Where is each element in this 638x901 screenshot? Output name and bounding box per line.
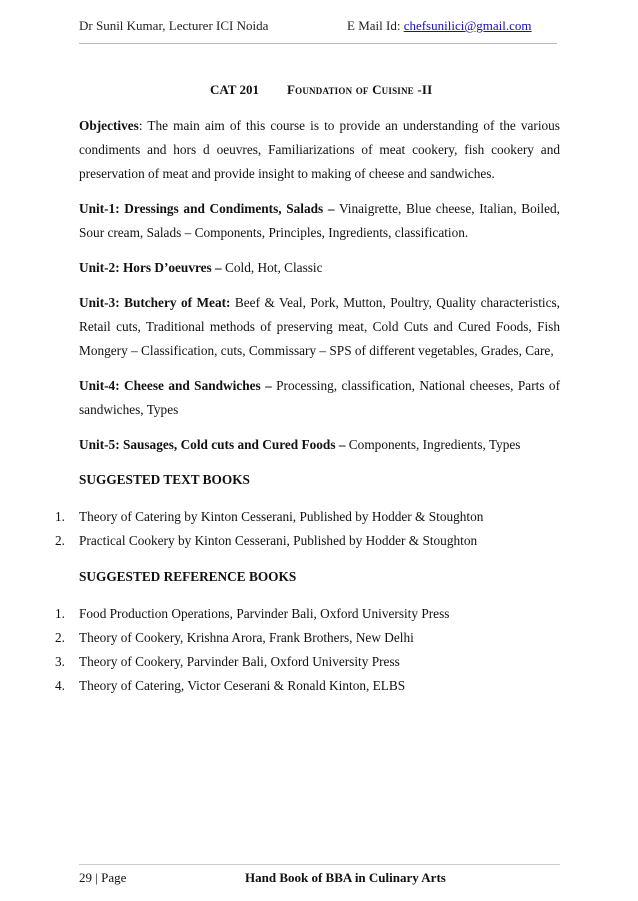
list-number: 2. (55, 533, 65, 548)
email-link[interactable]: chefsunilici@gmail.com (403, 18, 532, 33)
list-item-text: Theory of Catering, Victor Ceserani & Ronald Kinton, ELBS (79, 678, 406, 693)
unit-2-head: Unit-2: Hors D’oeuvres – (79, 260, 222, 275)
course-name: Foundation of Cuisine -II (287, 82, 433, 97)
unit-3-text: Beef & Veal, Pork, Mutton, Poultry, Quality characteristics, Retail cuts, Traditional methods of preserving meat, Cold Cuts and Cured Foods, Fish Mongery – Classification, cuts, Commissary – SPS of different vegetables, Grades, Care, (79, 295, 560, 358)
reference-books-list (55, 602, 560, 698)
list-item-text: Theory of Catering by Kinton Cesserani, Published by Hodder & Stoughton (79, 509, 484, 524)
course-code: CAT 201 (210, 82, 259, 97)
header-email (347, 18, 532, 34)
list-number: 1. (55, 509, 65, 524)
list-number: 1. (55, 606, 65, 621)
text-books-list (55, 505, 560, 553)
unit-2 (79, 256, 560, 280)
list-item (55, 505, 560, 529)
page-header (79, 18, 559, 36)
unit-4-text: Processing, classification, National cheeses, Parts of sandwiches, Types (79, 378, 560, 417)
unit-3 (79, 291, 560, 363)
list-number: 2. (55, 630, 65, 645)
unit-1 (79, 197, 560, 245)
reference-books-heading: SUGGESTED REFERENCE BOOKS (79, 569, 297, 584)
list-item-text: Food Production Operations, Parvinder Bali, Oxford University Press (79, 606, 450, 621)
handbook-title: Hand Book of BBA in Culinary Arts (245, 870, 446, 885)
header-divider (79, 43, 557, 44)
list-item (55, 626, 560, 650)
list-number: 4. (55, 678, 65, 693)
objectives-text: : The main aim of this course is to provide an understanding of the various condiments and hors d oeuvres, Familiarizations of meat cookery, fish cookery and preservation of meat and provide insight to making of cheese and sandwiches. (79, 118, 560, 181)
unit-5-head: Unit-5: Sausages, Cold cuts and Cured Foods – (79, 437, 346, 452)
header-author: Dr Sunil Kumar, Lecturer ICI Noida (79, 18, 269, 33)
list-item (55, 529, 560, 553)
unit-5 (79, 433, 560, 457)
list-item (55, 602, 560, 626)
page-footer (79, 870, 560, 888)
unit-4-head: Unit-4: Cheese and Sandwiches – (79, 378, 272, 393)
email-label: E Mail Id: (347, 18, 404, 33)
unit-1-head: Unit-1: Dressings and Condiments, Salads – (79, 201, 335, 216)
objectives-paragraph (79, 114, 560, 186)
course-content (55, 114, 560, 710)
list-item-text: Theory of Cookery, Krishna Arora, Frank Brothers, New Delhi (79, 630, 414, 645)
unit-4 (79, 374, 560, 422)
unit-3-head: Unit-3: Butchery of Meat: (79, 295, 231, 310)
list-item (55, 650, 560, 674)
footer-divider (79, 864, 560, 865)
unit-2-text: Cold, Hot, Classic (221, 260, 323, 275)
list-item (55, 674, 560, 698)
unit-1-text: Vinaigrette, Blue cheese, Italian, Boiled, Sour cream, Salads – Components, Principles, Ingredients, classification. (79, 201, 560, 240)
list-item-text: Practical Cookery by Kinton Cesserani, Published by Hodder & Stoughton (79, 533, 478, 548)
objectives-label: Objectives (79, 118, 139, 133)
text-books-heading: SUGGESTED TEXT BOOKS (79, 472, 250, 487)
list-number: 3. (55, 654, 65, 669)
list-item-text: Theory of Cookery, Parvinder Bali, Oxford University Press (79, 654, 400, 669)
page-number: 29 | Page (79, 870, 127, 885)
unit-5-text: Components, Ingredients, Types (345, 437, 521, 452)
